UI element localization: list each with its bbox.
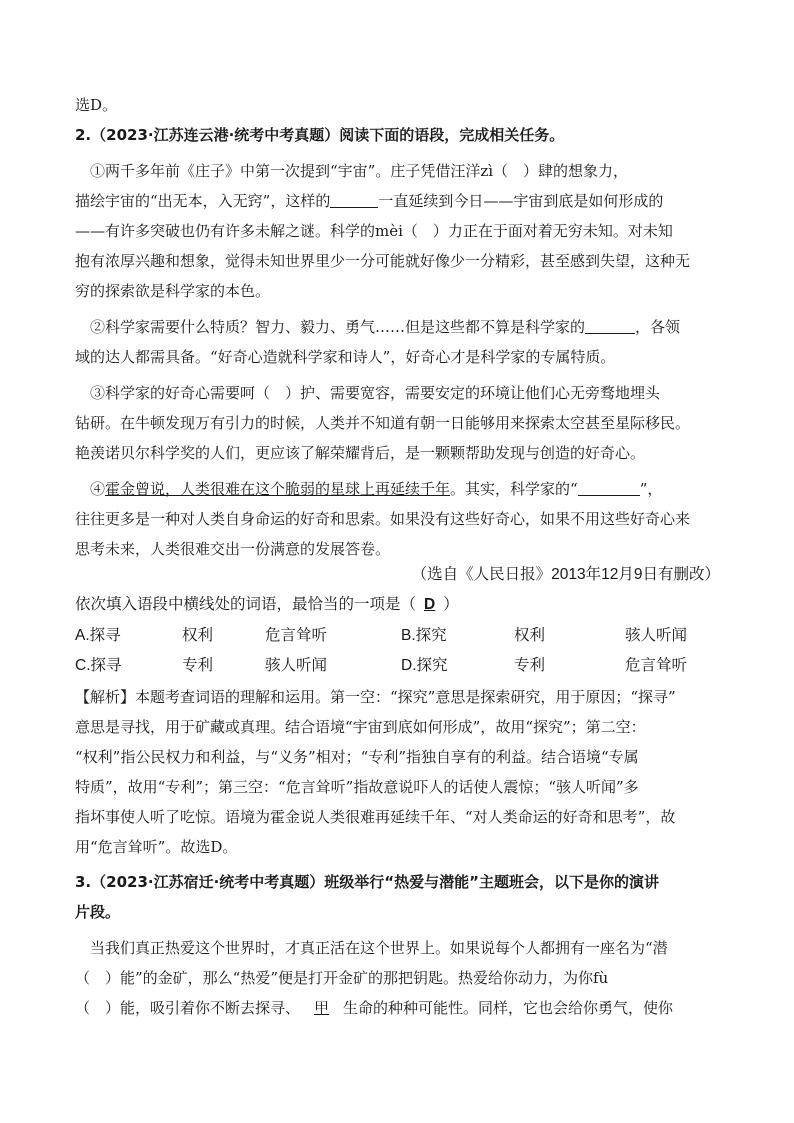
passage-text: 艳羡诺贝尔科学奖的人们，更应该了解荣耀背后，是一颗颗帮助发现与创造的好奇心。: [75, 444, 646, 462]
passage-text: ”，: [639, 480, 663, 498]
passage-text: 描绘宇宙的“出无本，入无窍”，这样的: [75, 192, 331, 210]
passage-text: 一直延续到今日——宇宙到底是如何形成的: [378, 192, 664, 210]
analysis-line: [75, 772, 720, 802]
answer-text: 选D。: [75, 96, 118, 114]
analysis-line: [75, 712, 720, 742]
passage-text: 域的达人都需具备。“好奇心造就科学家和诗人”，好奇心才是科学家的专属特质。: [75, 348, 616, 366]
analysis-line: [75, 802, 720, 832]
question-2-title: 2.（2023·江苏连云港·统考中考真题）阅读下面的语段，完成相关任务。: [75, 126, 565, 144]
passage-text: ，各领: [635, 318, 681, 336]
underlined-sentence: 霍金曾说，人类很难在这个脆弱的星球上再延续千年: [105, 480, 451, 498]
source-text: （选自《人民日报》2013年12月9日有删改）: [411, 566, 720, 583]
passage-text: 穷的探索欲是科学家的本色。: [75, 282, 271, 300]
passage-line: [75, 504, 720, 534]
option-c-word-2: 专利: [182, 657, 214, 674]
passage-line: [90, 378, 720, 408]
option-d-word-3: 危言耸听: [625, 657, 688, 674]
option-a-word-2: 权利: [182, 627, 214, 644]
option-a-word-1: A.探寻: [75, 627, 121, 644]
fill-blank-1: [330, 187, 378, 208]
passage-line: [75, 276, 720, 306]
passage-text: （ ）能，吸引着你不断去探寻、: [75, 999, 301, 1017]
answer-line: [75, 90, 720, 120]
passage-line: [90, 933, 720, 963]
analysis-text: 指坏事使人听了吃惊。语境为霍金说人类很难再延续千年、“对人类命运的好奇和思考”，故: [75, 808, 676, 826]
question-2-heading: [75, 120, 720, 150]
option-b-word-3: 骇人听闻: [625, 627, 688, 644]
passage-text: ②科学家需要什么特质？智力、毅力、勇气……但是这些都不算是科学家的: [90, 318, 586, 336]
passage-line: [75, 246, 720, 276]
passage-line: [75, 993, 720, 1023]
prompt-text: ）: [443, 596, 459, 613]
passage-text: 往往更多是一种对人类自身命运的好奇和思索。如果没有这些好奇心，如果不用这些好奇心来: [75, 510, 691, 528]
passage-text: 抱有浓厚兴趣和想象，觉得未知世界里少一分可能就好像少一分精彩，甚至感到失望，这种无: [75, 252, 691, 270]
question-3-title: 片段。: [75, 903, 121, 921]
option-c-word-3: 骇人听闻: [265, 657, 328, 674]
fill-blank-2: [585, 313, 635, 334]
passage-text: ——有许多突破也仍有许多未解之谜。科学的mèi（ ）力正在于面对着无穷未知。对未知: [75, 222, 673, 240]
option-b-word-2: 权利: [514, 627, 546, 644]
prompt-text: 依次填入语段中横线处的词语，最恰当的一项是（: [75, 596, 417, 613]
option-a-word-3: 危言耸听: [265, 627, 328, 644]
option-d-word-2: 专利: [514, 657, 546, 674]
fill-blank-3: [578, 475, 640, 496]
analysis-line: [75, 832, 720, 862]
question-3-title: 3.（2023·江苏宿迁·统考中考真题）班级举行“热爱与潜能”主题班会，以下是你的演讲: [75, 873, 660, 891]
passage-line: [75, 438, 720, 468]
passage-line: [75, 216, 720, 246]
analysis-text: “权利”指公民权力和利益，与“义务”相对；“专利”指独自享有的利益。结合语境“专属: [75, 748, 639, 766]
passage-text: 思考未来，人类很难交出一份满意的发展答卷。: [75, 540, 391, 558]
passage-text: 当我们真正热爱这个世界时，才真正活在这个世界上。如果说每个人都拥有一座名为“潜: [90, 939, 668, 957]
passage-text: ①两千多年前《庄子》中第一次提到“宇宙”。庄子凭借汪洋zì（ ）肆的想象力，: [90, 162, 629, 180]
passage-line: [75, 342, 720, 372]
passage-text: （ ）能”的金矿，那么“热爱”便是打开金矿的那把钥匙。热爱给你动力，为你fù: [75, 969, 609, 987]
analysis-text: 意思是寻找，用于矿藏或真理。结合语境“宇宙到底如何形成”，故用“探究”；第二空：: [75, 718, 646, 736]
passage-text: 钻研。在牛顿发现万有引力的时候，人类并不知道有朝一日能够用来探索太空甚至星际移民。: [75, 414, 691, 432]
passage-line: [75, 408, 720, 438]
passage-text: ④: [90, 480, 106, 498]
passage-text: 生命的种种可能性。同样，它也会给你勇气，使你: [343, 999, 674, 1017]
analysis-text: 【解析】本题考查词语的理解和运用。第一空：“探究”意思是探索研究，用于原因；“探寻”: [75, 688, 676, 706]
passage-line: [75, 186, 720, 216]
passage-line: [90, 156, 720, 186]
analysis-line: [75, 742, 720, 772]
passage-line: [90, 474, 720, 504]
question-3-heading: [75, 867, 720, 897]
source-citation: [75, 560, 720, 590]
analysis-line: [75, 682, 720, 712]
passage-text: ③科学家的好奇心需要呵（ ）护、需要宽容，需要安定的环境让他们心无旁骛地埋头: [90, 384, 661, 402]
passage-text: 。其实，科学家的“: [450, 480, 578, 498]
option-b-word-1: B.探究: [401, 627, 447, 644]
passage-line: [90, 312, 720, 342]
question-3-heading: [75, 897, 720, 927]
selected-answer: D: [424, 596, 436, 613]
passage-line: [75, 963, 720, 993]
analysis-text: 用“危言耸听”。故选D。: [75, 838, 238, 856]
option-c-word-1: C.探寻: [75, 657, 122, 674]
fill-blank-jia: 甲: [314, 999, 330, 1017]
option-d-word-1: D.探究: [401, 657, 448, 674]
question-prompt: [75, 590, 720, 620]
analysis-text: 特质”，故用“专利”；第三空：“危言耸听”指故意说吓人的话使人震惊；“骇人听闻”多: [75, 778, 639, 796]
